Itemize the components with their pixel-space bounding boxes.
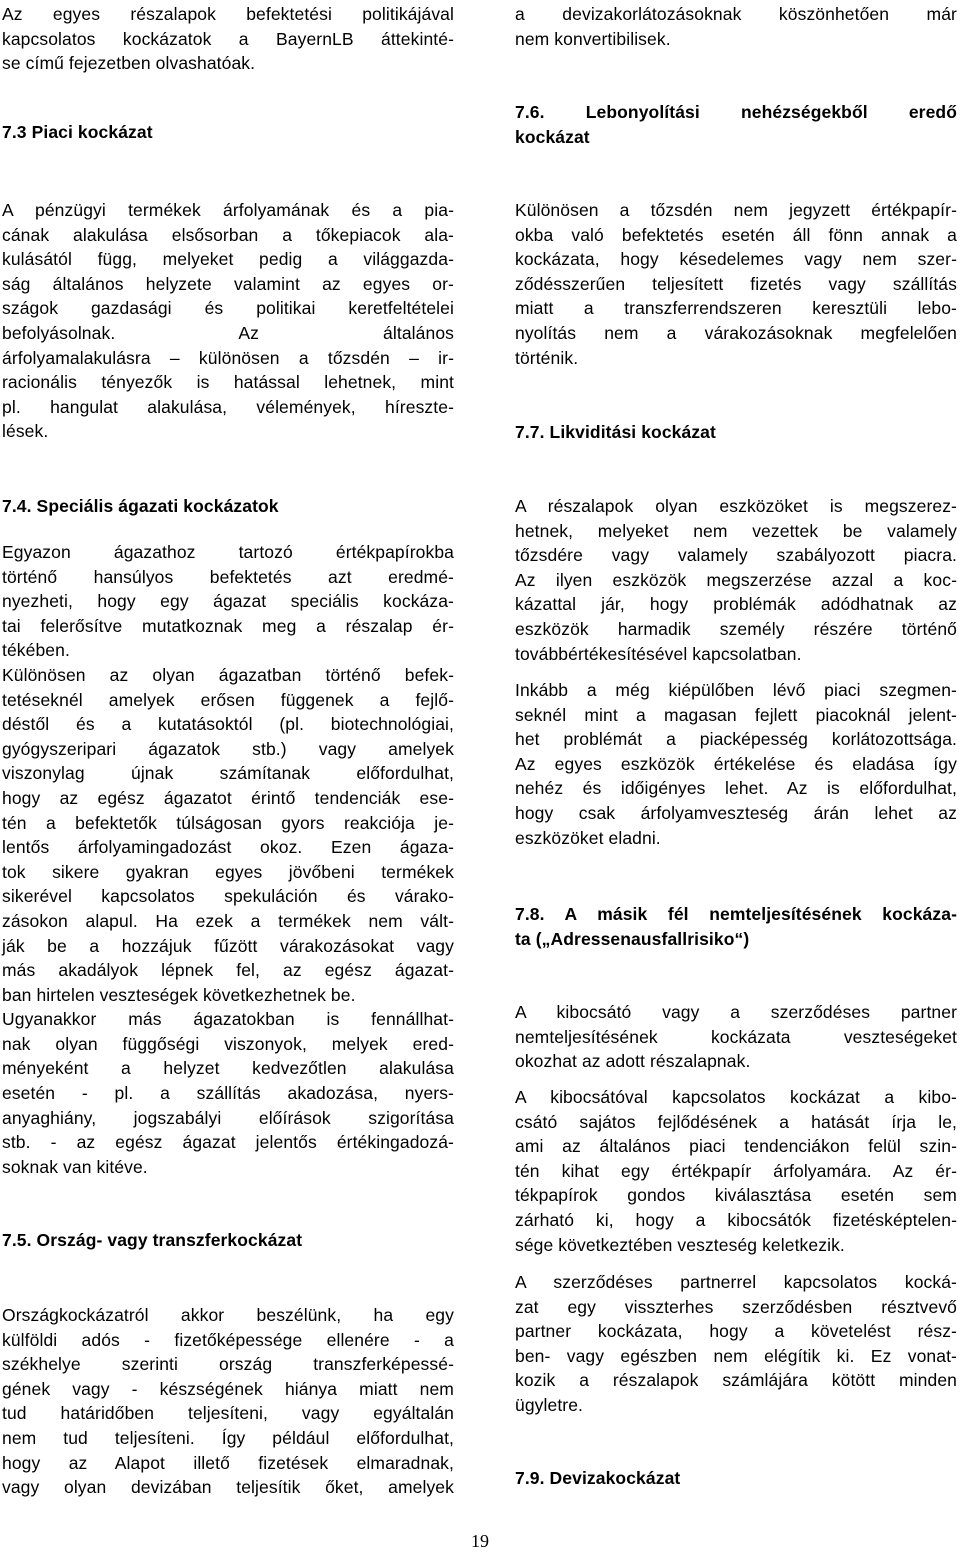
paragraph: [515, 2, 957, 51]
text-line: zásokon alapul. Ha ezek a termékek nem vált-: [2, 910, 454, 931]
text-line: ben- vagy egészben nem elégítik ki. Ez vonat-: [515, 1345, 957, 1366]
text-line: sikerével kapcsolatos spekuláción és várako-: [2, 886, 454, 907]
section-heading: [2, 494, 454, 519]
text-line: hogy az Alapot illető fizetések elmaradnak,: [2, 1452, 454, 1473]
text-line: tok sikere gyakran egyes jövőbeni termékek: [2, 861, 454, 882]
text-line: ami az általános piaci tendenciákon felül szin-: [515, 1136, 957, 1157]
section-heading: [515, 1466, 957, 1491]
text-line: külföldi adós - fizetőképessége ellenére - a: [2, 1329, 454, 1350]
text-line: 7.6. Lebonyolítási nehézségekből eredő: [515, 102, 957, 122]
text-line: 7.9. Devizakockázat: [515, 1468, 681, 1488]
text-line: lések.: [2, 421, 49, 442]
text-line: Az egyes eszközök értékelése és eladása így: [515, 753, 957, 774]
paragraph: [2, 1303, 454, 1500]
text-line: A kibocsátó vagy a szerződéses partner: [515, 1002, 957, 1022]
text-line: hogy csak árfolyamveszteség árán lehet az: [515, 802, 957, 823]
text-line: eszközöket eladni.: [515, 827, 661, 848]
text-line: het problémát a piacképesség korlátozottsága.: [515, 729, 957, 750]
text-line: nyezheti, hogy egy ágazat speciális kockáza-: [2, 591, 454, 612]
text-line: tékpapírok gondos kiválasztása esetén sem: [515, 1185, 957, 1206]
text-line: tőzsdére vagy valamely szabályozott piacra.: [515, 545, 957, 566]
text-line: vagy olyan devizában teljesítik őket, amelyek: [2, 1477, 454, 1498]
text-line: 7.5. Ország- vagy transzferkockázat: [2, 1230, 303, 1250]
text-line: stb. - az egész ágazat jelentős értékingadozá-: [2, 1132, 454, 1153]
text-line: tén kihat egy értékpapír árfolyamára. Az ér-: [515, 1160, 957, 1181]
text-line: ban hirtelen veszteségek következhetnek be.: [2, 984, 356, 1005]
text-line: A kibocsátóval kapcsolatos kockázat a kibo-: [515, 1087, 957, 1107]
text-line: Egyazon ágazathoz tartozó értékpapírokba: [2, 542, 454, 562]
text-line: 7.4. Speciális ágazati kockázatok: [2, 496, 279, 516]
text-line: nemteljesítésének kockázata veszteségeket: [515, 1026, 957, 1047]
text-line: esetén - pl. a szállítás akadozása, nyers-: [2, 1083, 454, 1104]
text-line: tud határidőben teljesíteni, vagy egyáltalán: [2, 1403, 454, 1424]
text-line: szágok gazdasági és politikai keretfeltételei: [2, 298, 454, 319]
text-line: 7.8. A másik fél nemteljesítésének kockáza-: [515, 904, 957, 924]
text-line: Az ilyen eszközök megszerzése azzal a koc-: [515, 569, 957, 590]
text-line: zat egy visszterhes szerződésben résztvevő: [515, 1296, 957, 1317]
paragraph: [515, 1085, 957, 1257]
text-line: más akadályok lépnek fel, az egész ágazat-: [2, 960, 454, 981]
text-line: gyógyszeripari ágazatok stb.) vagy amelyek: [2, 738, 454, 759]
text-line: tetéseknél amelyek erősen függenek a fejlő-: [2, 689, 454, 710]
paragraph: [515, 198, 957, 370]
text-line: kulásától függ, melyeket pedig a világgazda-: [2, 249, 454, 270]
text-line: A pénzügyi termékek árfolyamának és a pia-: [2, 200, 454, 220]
text-line: történik.: [515, 347, 579, 368]
text-line: továbbértékesítésével kapcsolatban.: [515, 643, 802, 664]
text-line: tékében.: [2, 640, 70, 661]
section-heading: [2, 1228, 454, 1253]
text-line: Inkább a még kiépülőben lévő piaci szegmen-: [515, 680, 957, 700]
text-line: eszközök harmadik személy részére történő: [515, 618, 957, 639]
text-line: partner kockázata, hogy a követelést rész-: [515, 1321, 957, 1342]
text-line: A szerződéses partnerrel kapcsolatos kocká-: [515, 1272, 957, 1292]
section-heading: [2, 120, 454, 145]
text-line: viszonylag újnak számítanak előfordulhat,: [2, 763, 454, 784]
text-line: okozhat az adott részalapnak.: [515, 1051, 751, 1072]
text-line: kozik a részalapok számlájára kötött minden: [515, 1370, 957, 1391]
paragraph: [515, 1270, 957, 1418]
text-line: tai felerősítve mutatkoznak meg a részalap ér-: [2, 615, 454, 636]
text-line: Különösen a tőzsdén nem jegyzett értékpapír-: [515, 200, 957, 220]
text-line: kockázata, hogy késedelemes vagy nem szer-: [515, 249, 957, 270]
text-line: ződésszerűen teljesített fizetés vagy szállítás: [515, 273, 957, 294]
text-line: ják be a hozzájuk fűzött várakozásokat vagy: [2, 935, 454, 956]
paragraph: [2, 540, 454, 1179]
text-line: kapcsolatos kockázatok a BayernLB áttekinté-: [2, 28, 454, 49]
text-line: déstől és a kutatásoktól (pl. biotechnológiai,: [2, 714, 454, 735]
text-line: székhelye szerinti ország transzferképessé-: [2, 1354, 454, 1375]
text-line: nem konvertibilisek.: [515, 28, 671, 49]
paragraph: [2, 2, 454, 76]
text-line: okba való befektetés esetén áll fönn annak a: [515, 224, 957, 245]
paragraph: [515, 1000, 957, 1074]
text-line: cának alakulása elsősorban a tőkepiacok ala-: [2, 224, 454, 245]
text-line: tén a befektetők túlságosan gyors reakciója je-: [2, 812, 454, 833]
text-line: racionális tényezők is hatással lehetnek, mint: [2, 372, 454, 393]
text-line: gének vagy - készségének hiánya miatt nem: [2, 1378, 454, 1399]
text-line: anyaghiány, jogszabályi előírások szigorítása: [2, 1107, 454, 1128]
text-line: hogy az egész ágazatot érintő tendenciák ese-: [2, 787, 454, 808]
text-line: se című fejezetben olvashatóak.: [2, 53, 256, 74]
text-line: 7.7. Likviditási kockázat: [515, 422, 716, 442]
text-line: Különösen az olyan ágazatban történő befek-: [2, 664, 454, 685]
text-line: ság általános helyzete valamint az egyes or-: [2, 273, 454, 294]
text-line: kázattal jár, hogy problémák adódhatnak az: [515, 594, 957, 615]
text-line: Az egyes részalapok befektetési politikájával: [2, 4, 454, 24]
text-line: soknak van kitéve.: [2, 1156, 148, 1177]
text-line: ményeként a helyzet kedvezőtlen alakulása: [2, 1058, 454, 1079]
text-line: ta („Adressenausfallrisiko“): [515, 928, 750, 949]
text-line: A részalapok olyan eszközöket is megszerez-: [515, 496, 957, 516]
text-line: nehéz és időigényes lehet. Az is előfordulhat,: [515, 778, 957, 799]
text-line: nak olyan függőségi viszonyok, melyek ered-: [2, 1033, 454, 1054]
text-line: lentős árfolyamingadozást okoz. Ezen ágaza-: [2, 837, 454, 858]
text-line: nem tud teljesíteni. Így például előfordulhat,: [2, 1427, 454, 1448]
text-line: történő hansúlyos befektetés azt eredmé-: [2, 566, 454, 587]
text-line: nyolítás nem a várakozásoknak megfelelően: [515, 322, 957, 343]
text-line: sége következtében veszteség keletkezik.: [515, 1234, 845, 1255]
paragraph: [2, 198, 454, 444]
text-line: miatt a transzferrendszeren keresztüli lebo-: [515, 298, 957, 319]
text-line: 7.3 Piaci kockázat: [2, 122, 153, 142]
text-line: seknél mint a magasan fejlett piacoknál jelent-: [515, 704, 957, 725]
text-line: ügyletre.: [515, 1394, 584, 1415]
text-line: Ugyanakkor más ágazatokban is fennállhat-: [2, 1009, 454, 1030]
page-number: 19: [471, 1531, 489, 1551]
section-heading: [515, 902, 957, 951]
text-line: zárható ki, hogy a kibocsátók fizetésképtelen-: [515, 1209, 957, 1230]
section-heading: [515, 420, 957, 445]
text-line: csátó sajátos fejlődésének a hatását írja le,: [515, 1111, 957, 1132]
text-line: a devizakorlátozásoknak köszönhetően már: [515, 4, 957, 24]
text-line: árfolyamalakulásra – különösen a tőzsdén – ir-: [2, 347, 454, 368]
text-line: Országkockázatról akkor beszélünk, ha egy: [2, 1305, 454, 1325]
text-line: befolyásolnak. Az általános: [2, 322, 454, 343]
paragraph: [515, 494, 957, 666]
text-line: pl. hangulat alakulása, vélemények, híreszte-: [2, 396, 454, 417]
text-line: kockázat: [515, 126, 590, 147]
paragraph: [515, 678, 957, 850]
section-heading: [515, 100, 957, 149]
text-line: hetnek, melyeket nem vezettek be valamely: [515, 520, 957, 541]
